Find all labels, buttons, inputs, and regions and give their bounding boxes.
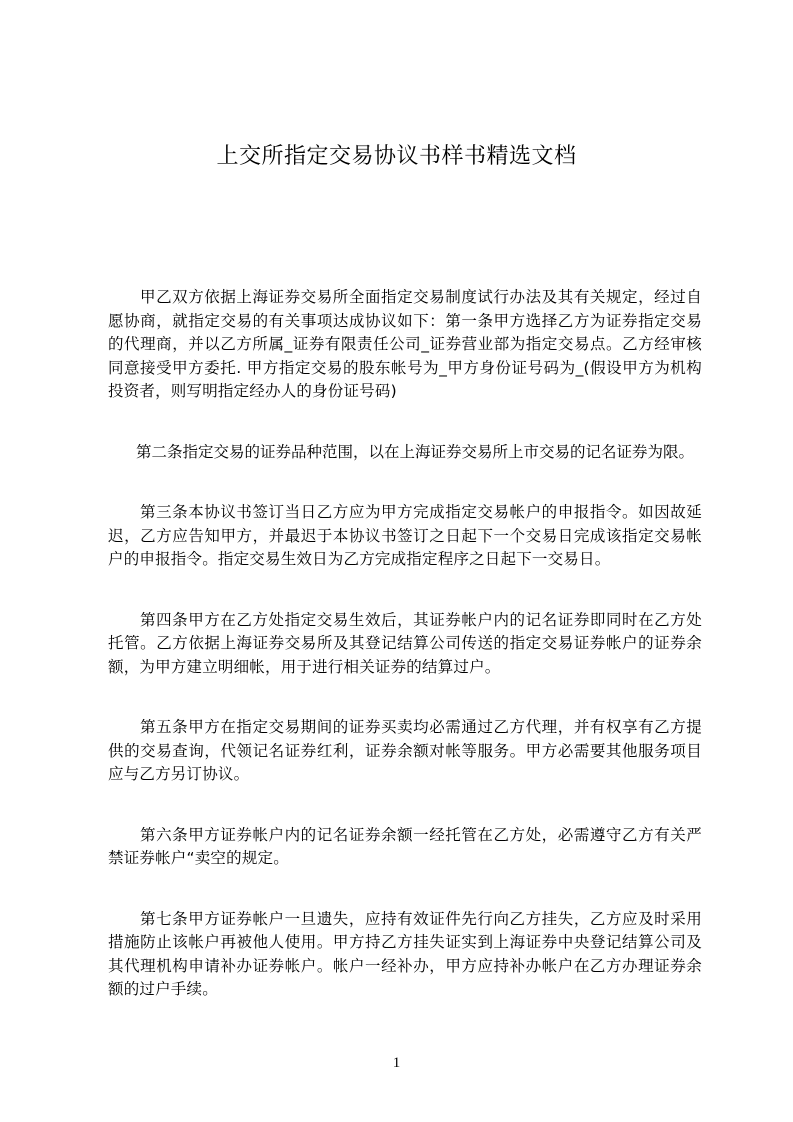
page-number: 1 (392, 1055, 401, 1071)
paragraph-article-3: 第三条本协议书签订当日乙方应为甲方完成指定交易帐户的申报指令。如因故延迟，乙方应告知甲方，并最迟于本协议书签订之日起下一个交易日完成该指定交易帐户的申报指令。指定交易生效日为乙方完成指定程序之日起下一交易日。 (108, 503, 702, 568)
paragraph-intro: 甲乙双方依据上海证券交易所全面指定交易制度试行办法及其有关规定，经过自愿协商，就指定交易的有关事项达成协议如下：第一条甲方选择乙方为证券指定交易的代理商，并以乙方所属_证券有限责任公司_证券营业部为指定交易点。乙方经审核同意接受甲方委托. 甲方指定交易的股东帐号为_甲方身份证号码为_(假设甲方为机构投资者，则写明指定经办人的身份证号码) (108, 288, 702, 400)
paragraph-article-6: 第六条甲方证券帐户内的记名证券余额一经托管在乙方处，必需遵守乙方有关严禁证券帐户“卖空的规定。 (108, 825, 702, 867)
paragraph-article-7: 第七条甲方证券帐户一旦遗失，应持有效证件先行向乙方挂失，乙方应及时采用措施防止该帐户再被他人使用。甲方持乙方挂失证实到上海证券中央登记结算公司及其代理机构申请补办证券帐户。帐户一经补办，甲方应持补办帐户在乙方办理证券余额的过户手续。 (108, 909, 702, 998)
paragraph-article-2: 第二条指定交易的证券品种范围，以在上海证券交易所上市交易的记名证券为限。 (136, 442, 695, 461)
document-title: 上交所指定交易协议书样书精选文档 (216, 144, 577, 169)
paragraph-article-4: 第四条甲方在乙方处指定交易生效后，其证券帐户内的记名证券即同时在乙方处托管。乙方依据上海证券交易所及其登记结算公司传送的指定交易证券帐户的证券余额，为甲方建立明细帐，用于进行相关证券的结算过户。 (108, 610, 702, 676)
document-body (108, 286, 702, 1039)
paragraph-article-5: 第五条甲方在指定交易期间的证券买卖均必需通过乙方代理，并有权享有乙方提供的交易查询，代领记名证券红利，证券余额对帐等服务。甲方必需要其他服务项目应与乙方另订协议。 (108, 718, 702, 783)
